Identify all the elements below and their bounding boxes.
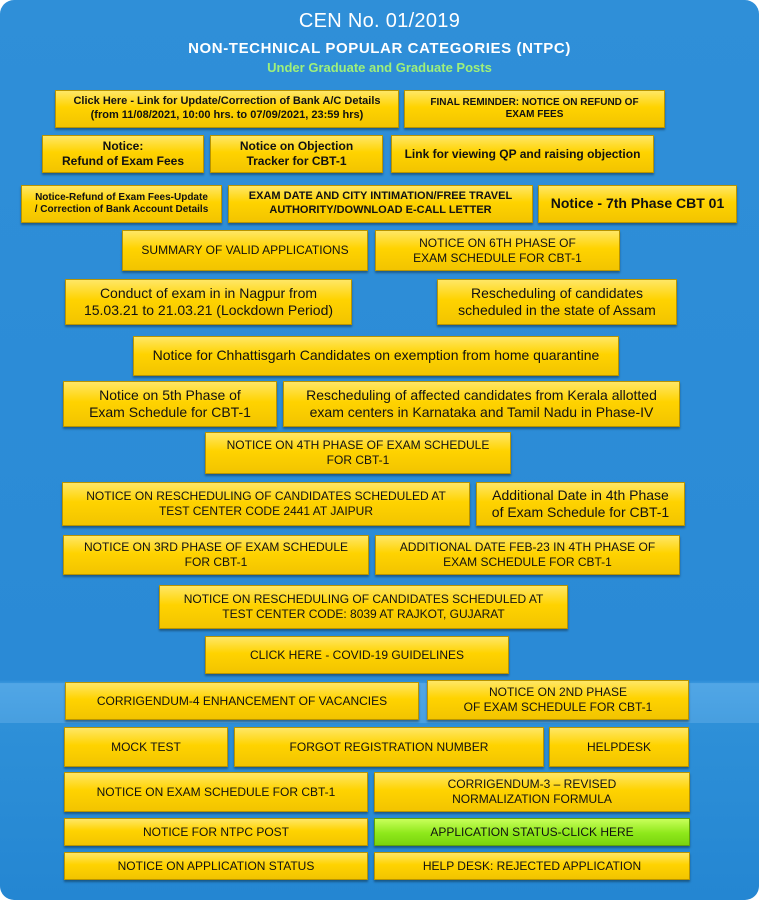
valid-applications-label: SUMMARY OF VALID APPLICATIONS bbox=[141, 243, 349, 257]
phase5-schedule-link[interactable] bbox=[63, 381, 277, 427]
application-status-link[interactable] bbox=[374, 818, 690, 846]
refund-update-line2: / Correction of Bank Account Details bbox=[34, 204, 209, 215]
phase4-schedule-link[interactable] bbox=[205, 432, 511, 474]
objection-tracker-link[interactable] bbox=[210, 135, 383, 173]
helpdesk-link[interactable] bbox=[549, 727, 689, 767]
exam-date-city-line1: EXAM DATE AND CITY INTIMATION/FREE TRAVEL bbox=[248, 190, 513, 203]
phase6-schedule-link[interactable] bbox=[375, 230, 620, 271]
objection-tracker-line2: Tracker for CBT-1 bbox=[246, 154, 347, 168]
additional-date-line1: Additional Date in 4th Phase bbox=[492, 486, 669, 503]
nagpur-line2: 15.03.21 to 21.03.21 (Lockdown Period) bbox=[83, 302, 334, 318]
application-status-notice-label: NOTICE ON APPLICATION STATUS bbox=[117, 858, 315, 873]
bank-details-update-line2: (from 11/08/2021, 10:00 hrs. to 07/09/2021, 23:59 hrs) bbox=[90, 109, 364, 121]
phase7-label: Notice - 7th Phase CBT 01 bbox=[550, 195, 725, 212]
phase6-line2: EXAM SCHEDULE FOR CBT-1 bbox=[413, 250, 582, 265]
refund-notice-line1: Notice: bbox=[102, 139, 144, 153]
phase3-line2: FOR CBT-1 bbox=[184, 555, 248, 569]
main-title: NON-TECHNICAL POPULAR CATEGORIES (NTPC) bbox=[188, 40, 571, 57]
mock-test-label: MOCK TEST bbox=[111, 739, 181, 754]
covid-label: CLICK HERE - COVID-19 GUIDELINES bbox=[249, 647, 465, 662]
ntpc-post-notice-link[interactable] bbox=[64, 818, 368, 846]
exam-schedule-label: NOTICE ON EXAM SCHEDULE FOR CBT-1 bbox=[96, 784, 336, 799]
objection-tracker-line1: Notice on Objection bbox=[239, 139, 354, 153]
assam-line1: Rescheduling of candidates bbox=[470, 284, 643, 301]
forgot-registration-label: FORGOT REGISTRATION NUMBER bbox=[289, 739, 489, 754]
refund-exam-fees-link[interactable] bbox=[42, 135, 204, 173]
view-qp-label: Link for viewing QP and raising objection bbox=[404, 146, 641, 161]
rajkot-line1: NOTICE ON RESCHEDULING OF CANDIDATES SCHEDULED AT bbox=[183, 592, 544, 606]
application-status-label: APPLICATION STATUS-CLICK HERE bbox=[430, 824, 634, 839]
phase2-schedule-link[interactable] bbox=[427, 680, 689, 720]
refund-notice-line2: Refund of Exam Fees bbox=[61, 154, 185, 168]
feb23-additional-date-link[interactable] bbox=[375, 535, 680, 575]
chhattisgarh-quarantine-link[interactable] bbox=[133, 336, 619, 376]
corrigendum4-vacancies-link[interactable] bbox=[65, 682, 419, 720]
subtitle: Under Graduate and Graduate Posts bbox=[267, 60, 492, 75]
covid-guidelines-link[interactable] bbox=[205, 636, 509, 674]
feb23-line1: ADDITIONAL DATE FEB-23 IN 4TH PHASE OF bbox=[399, 540, 656, 554]
forgot-registration-link[interactable] bbox=[234, 727, 544, 767]
phase3-schedule-link[interactable] bbox=[63, 535, 369, 575]
nagpur-exam-link[interactable] bbox=[65, 279, 352, 325]
jaipur-line2: TEST CENTER CODE 2441 AT JAIPUR bbox=[158, 504, 374, 518]
nagpur-line1: Conduct of exam in in Nagpur from bbox=[99, 284, 318, 301]
exam-date-city-line2: AUTHORITY/DOWNLOAD E-CALL LETTER bbox=[269, 204, 492, 216]
additional-date-phase4-link[interactable] bbox=[476, 482, 685, 526]
phase5-line2: Exam Schedule for CBT-1 bbox=[89, 404, 251, 420]
cen-title: CEN No. 01/2019 bbox=[298, 10, 461, 32]
mock-test-link[interactable] bbox=[64, 727, 228, 767]
view-qp-objection-link[interactable] bbox=[391, 135, 654, 173]
feb23-line2: EXAM SCHEDULE FOR CBT-1 bbox=[443, 555, 612, 569]
ntpc-post-label: NOTICE FOR NTPC POST bbox=[142, 824, 289, 839]
rajkot-rescheduling-link[interactable] bbox=[159, 585, 568, 629]
application-status-notice-link[interactable] bbox=[64, 852, 368, 880]
phase3-line1: NOTICE ON 3RD PHASE OF EXAM SCHEDULE bbox=[83, 540, 349, 554]
rejected-application-helpdesk-link[interactable] bbox=[374, 852, 690, 880]
phase7-cbt-link[interactable] bbox=[538, 185, 737, 223]
kerala-line2: exam centers in Karnataka and Tamil Nadu in Phase-IV bbox=[309, 404, 654, 420]
additional-date-line2: of Exam Schedule for CBT-1 bbox=[491, 504, 670, 520]
rajkot-line2: TEST CENTER CODE: 8039 AT RAJKOT, GUJARAT bbox=[222, 607, 505, 621]
jaipur-line1: NOTICE ON RESCHEDULING OF CANDIDATES SCHEDULED AT bbox=[86, 489, 446, 503]
corrigendum3-line2: NORMALIZATION FORMULA bbox=[452, 792, 612, 806]
phase4-line1: NOTICE ON 4TH PHASE OF EXAM SCHEDULE bbox=[226, 438, 490, 452]
phase2-line1: NOTICE ON 2ND PHASE bbox=[488, 685, 627, 699]
phase5-line1: Notice on 5th Phase of bbox=[99, 386, 241, 403]
kerala-line1: Rescheduling of affected candidates from Kerala allotted bbox=[306, 386, 657, 403]
corrigendum3-line1: CORRIGENDUM-3 – REVISED bbox=[447, 777, 617, 791]
assam-rescheduling-link[interactable] bbox=[437, 279, 677, 325]
jaipur-rescheduling-link[interactable] bbox=[62, 482, 470, 526]
helpdesk-label: HELPDESK bbox=[586, 739, 652, 754]
phase6-line1: NOTICE ON 6TH PHASE OF bbox=[419, 235, 576, 250]
bank-details-update-line1: Click Here - Link for Update/Correction of Bank A/C Details bbox=[73, 95, 381, 108]
valid-applications-link[interactable] bbox=[122, 230, 368, 271]
assam-line2: scheduled in the state of Assam bbox=[458, 302, 656, 318]
corrigendum3-normalization-link[interactable] bbox=[374, 772, 690, 812]
phase2-line2: OF EXAM SCHEDULE FOR CBT-1 bbox=[463, 700, 653, 714]
final-reminder-line1: FINAL REMINDER: NOTICE ON REFUND OF bbox=[430, 96, 639, 108]
chhattisgarh-label: Notice for Chhattisgarh Candidates on exemption from home quarantine bbox=[152, 347, 600, 364]
exam-schedule-cbt1-link[interactable] bbox=[64, 772, 368, 812]
final-reminder-refund-link[interactable] bbox=[404, 90, 665, 128]
refund-update-line1: Notice-Refund of Exam Fees-Update bbox=[35, 191, 208, 203]
bank-details-update-link[interactable] bbox=[55, 90, 399, 128]
corrigendum4-label: CORRIGENDUM-4 ENHANCEMENT OF VACANCIES bbox=[96, 693, 388, 708]
exam-date-city-intimation-link[interactable] bbox=[228, 185, 533, 223]
phase4-line2: FOR CBT-1 bbox=[326, 453, 390, 467]
rejected-application-label: HELP DESK: REJECTED APPLICATION bbox=[422, 858, 642, 873]
kerala-rescheduling-link[interactable] bbox=[283, 381, 680, 427]
final-reminder-line2: EXAM FEES bbox=[505, 109, 564, 120]
refund-update-bank-link[interactable] bbox=[21, 185, 222, 223]
